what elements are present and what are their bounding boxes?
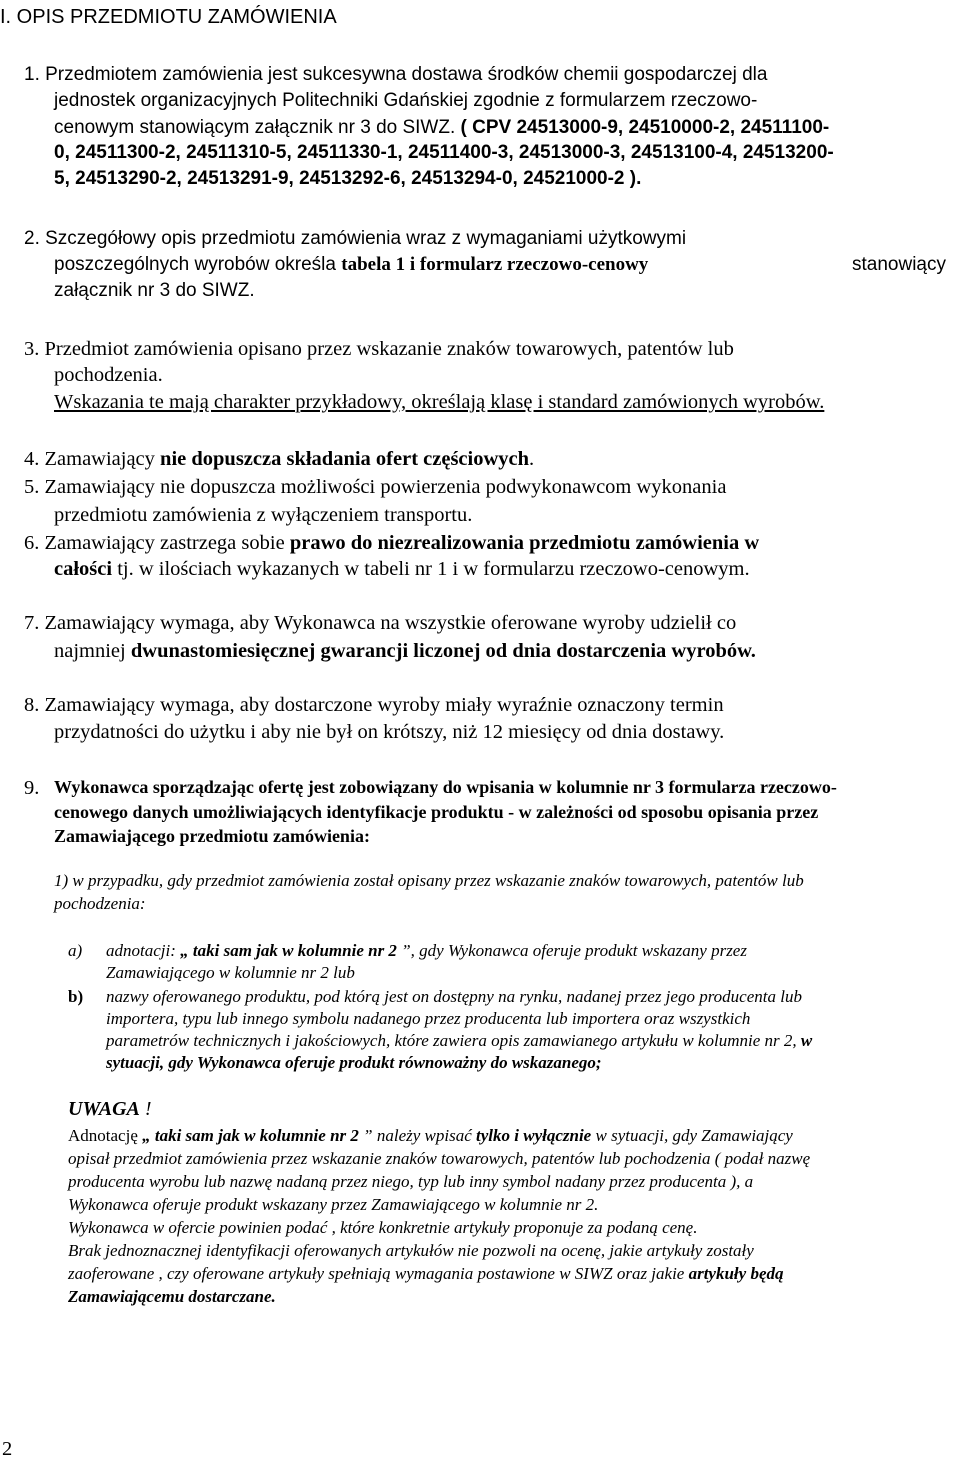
- p3-line-2: pochodzenia.: [54, 364, 163, 386]
- p4-bold: nie dopuszcza składania ofert częściowych: [160, 448, 530, 470]
- p1-line-3-text: cenowym stanowiącym załącznik nr 3 do SIWZ.: [54, 117, 461, 138]
- p4-period: .: [529, 448, 535, 470]
- p2-line-2-end: stanowiący: [852, 254, 946, 275]
- uwaga-line-5: Wykonawca w ofercie powinien podać , które konkretnie artykuły proponuje za podaną cenę.: [68, 1218, 698, 1237]
- p9-line-2: cenowego danych umożliwiających identyfikacje produktu - w zależności od sposobu opisania przez: [54, 802, 819, 822]
- case-1-line-1: 1) w przypadku, gdy przedmiot zamówienia został opisany przez wskazanie znaków towarowych, patentów lub: [54, 871, 804, 890]
- p8-line-1: 8. Zamawiający wymaga, aby dostarczone wyroby miały wyraźnie oznaczony termin: [24, 694, 724, 716]
- p1-line-1: 1. Przedmiotem zamówienia jest sukcesywna dostawa środków chemii gospodarczej dla: [24, 64, 768, 85]
- cpv-codes-line-2: 0, 24511300-2, 24511310-5, 24511330-1, 24511400-3, 24513000-3, 24513100-4, 24513200-: [54, 142, 834, 163]
- section-heading: I. OPIS PRZEDMIOTU ZAMÓWIENIA: [0, 6, 337, 28]
- item-b-label: b): [68, 987, 84, 1006]
- item-b-line-3: [106, 1030, 812, 1052]
- p5-line-1: 5. Zamawiający nie dopuszcza możliwości powierzenia podwykonawcom wykonania: [24, 476, 727, 498]
- uwaga-adnotacje: Adnotację: [68, 1126, 143, 1145]
- p2-line-2-text: poszczególnych wyrobów określa: [54, 254, 342, 275]
- p3-line-1: 3. Przedmiot zamówienia opisano przez wskazanie znaków towarowych, patentów lub: [24, 338, 734, 360]
- p7-bold: dwunastomiesięcznej gwarancji liczonej od dnia dostarczenia wyrobów.: [130, 640, 756, 662]
- item-b-line-2: importera, typu lub innego symbolu nadanego przez producenta lub importera oraz wszystkich: [106, 1009, 751, 1028]
- p4-text: 4. Zamawiający: [24, 448, 161, 470]
- p9-line-1: Wykonawca sporządzając ofertę jest zobowiązany do wpisania w kolumnie nr 3 formularza rzeczowo-: [54, 777, 837, 797]
- p6-text: 6. Zamawiający zastrzega sobie: [24, 532, 290, 554]
- p2-line-3: załącznik nr 3 do SIWZ.: [54, 280, 255, 301]
- uwaga-line-8: Zamawiającemu dostarczane.: [68, 1287, 276, 1306]
- uwaga-line-7: [68, 1263, 784, 1285]
- table-reference: tabela 1 i formularz rzeczowo-cenowy: [341, 254, 649, 275]
- p7-line-1: 7. Zamawiający wymaga, aby Wykonawca na wszystkie oferowane wyroby udzielił co: [24, 612, 737, 634]
- p3-line-3: Wskazania te mają charakter przykładowy, określają klasę i standard zamówionych wyrobów.: [54, 391, 825, 413]
- uwaga-line-4: Wykonawca oferuje produkt wskazany przez Zamawiającego w kolumnie nr 2.: [68, 1195, 599, 1214]
- item-b-bold-w: w: [800, 1031, 813, 1050]
- cpv-codes-start: ( CPV 24513000-9, 24510000-2, 24511100-: [460, 117, 830, 138]
- p6-bold: prawo do niezrealizowania przedmiotu zamówienia w: [289, 532, 760, 554]
- item-a-label: a): [68, 941, 83, 960]
- uwaga-text-7: zaoferowane , czy oferowane artykuły spełniają wymagania postawione w SIWZ oraz jakie: [68, 1264, 689, 1283]
- item-b-text: parametrów technicznych i jakościowych, które zawiera opis zamawianego artykułu w kolumnie nr 2,: [106, 1031, 801, 1050]
- p9-line-3: Zamawiającego przedmiotu zamówienia:: [54, 826, 370, 846]
- cpv-codes-line-3: 5, 24513290-2, 24513291-9, 24513292-6, 24513294-0, 24521000-2 ).: [54, 168, 642, 189]
- uwaga-line-2: opisał przedmiot zamówienia przez wskazanie znaków towarowych, patentów lub pochodzenia ( podał nazwę: [68, 1149, 811, 1168]
- p2-line-1: 2. Szczegółowy opis przedmiotu zamówienia wraz z wymaganiami użytkowymi: [24, 228, 687, 249]
- p2-line-2: [54, 252, 648, 278]
- p6-bold-2: całości: [54, 558, 113, 580]
- p8-line-2: przydatności do użytku i aby nie był on krótszy, niż 12 miesięcy od dnia dostawy.: [54, 721, 725, 743]
- item-a-text: adnotacji:: [106, 941, 181, 960]
- p7-line-2: [54, 638, 756, 664]
- p1-line-2: jednostek organizacyjnych Politechniki Gdańskiej zgodnie z formularzem rzeczowo-: [54, 90, 758, 111]
- p6-line-1: [24, 530, 759, 556]
- uwaga-exclamation: !: [139, 1098, 152, 1120]
- item-b-line-4: sytuacji, gdy Wykonawca oferuje produkt równoważny do wskazanego;: [106, 1053, 602, 1072]
- uwaga-line-6: Brak jednoznacznej identyfikacji oferowanych artykułów nie pozwoli na ocenę, jakie artykuły zostały: [68, 1241, 754, 1260]
- p9-number: 9.: [24, 777, 40, 799]
- uwaga-line-3: producenta wyrobu lub nazwę nadaną przez niego, typ lub inny symbol nadany przez producenta ), a: [68, 1172, 754, 1191]
- p7-text: najmniej: [54, 640, 131, 662]
- p6-text-2: tj. w ilościach wykazanych w tabeli nr 1 i w formularzu rzeczowo-cenowym.: [112, 558, 750, 580]
- p4-line: [24, 446, 534, 472]
- uwaga-bold-7: artykuły będą: [688, 1264, 784, 1283]
- p5-line-2: przedmiotu zamówienia z wyłączeniem transportu.: [54, 504, 473, 526]
- uwaga-only: tylko i wyłącznie: [476, 1126, 592, 1145]
- uwaga-quote: „ taki sam jak w kolumnie nr 2: [142, 1126, 359, 1145]
- item-a-bold: „ taki sam jak w kolumnie nr 2: [180, 941, 397, 960]
- case-1-line-2: pochodzenia:: [54, 894, 146, 913]
- item-b-line-1: nazwy oferowanego produktu, pod którą jest on dostępny na rynku, nadanej przez jego producenta lub: [106, 987, 802, 1006]
- p1-line-3: [54, 114, 829, 141]
- uwaga-word: UWAGA: [68, 1098, 140, 1120]
- p6-line-2: [54, 556, 750, 582]
- item-a-line-1: [106, 940, 747, 962]
- uwaga-line-1: [68, 1125, 793, 1147]
- uwaga-title: [68, 1098, 152, 1121]
- item-a-rest: ”, gdy Wykonawca oferuje produkt wskazany przez: [396, 941, 747, 960]
- uwaga-text-2: w sytuacji, gdy Zamawiający: [591, 1126, 793, 1145]
- page-number: 2: [2, 1438, 13, 1460]
- item-a-line-2: Zamawiającego w kolumnie nr 2 lub: [106, 963, 355, 982]
- uwaga-text-1: ” należy wpisać: [358, 1126, 477, 1145]
